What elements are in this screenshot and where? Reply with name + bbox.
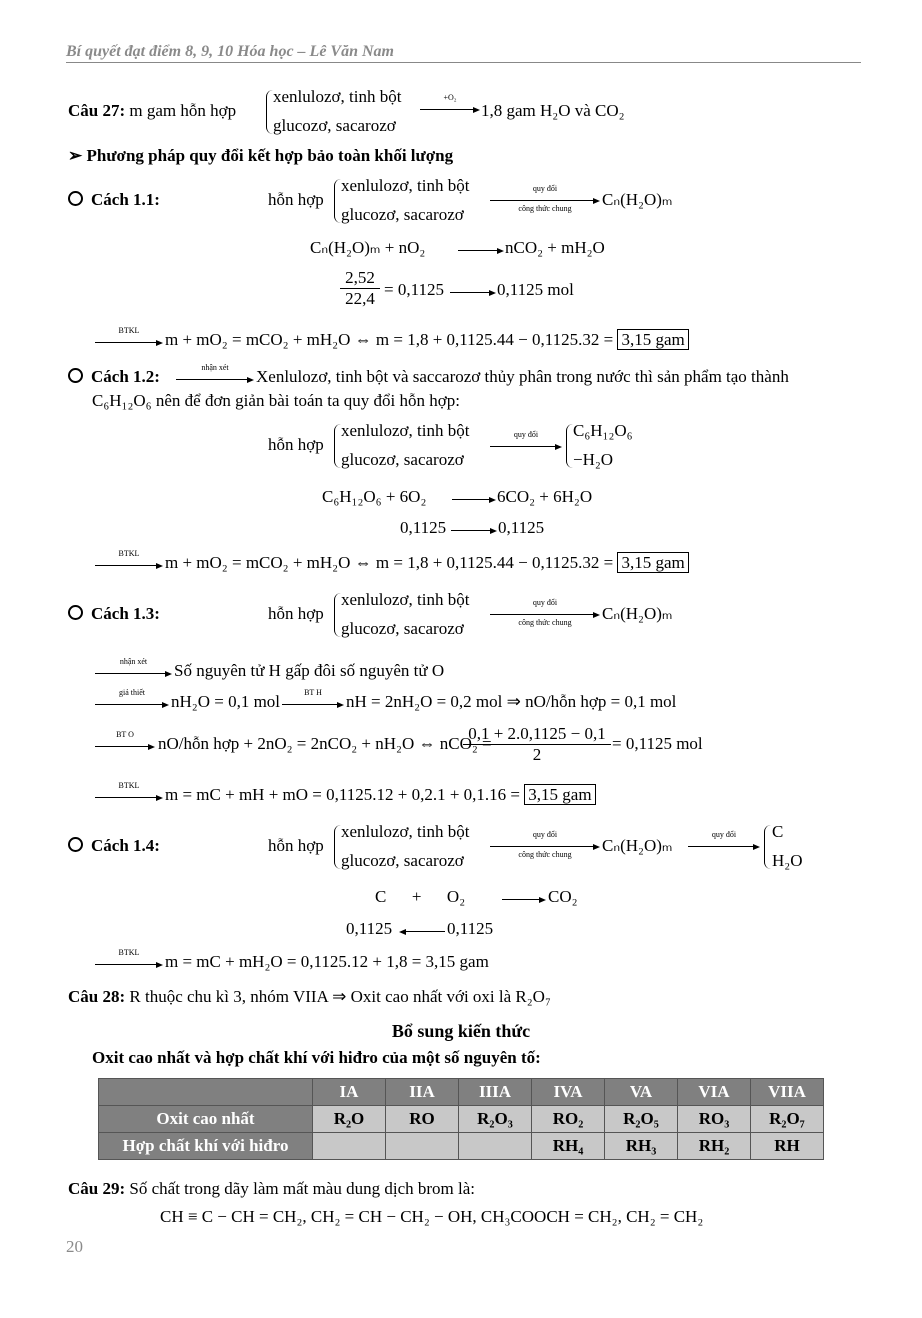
c12-label: Cách 1.2: <box>68 367 160 387</box>
brace <box>334 593 341 637</box>
btkl-arrow: BTKL <box>95 555 163 569</box>
mix-item: xenlulozơ, tinh bột <box>341 421 470 440</box>
c13-line: nO/hỗn hợp + 2nO₂ = 2nCO₂ + nH₂O ⇔ nCO₂ = <box>158 734 492 753</box>
c13-line: nH₂O = 0,1 mol <box>171 692 281 711</box>
value: = 0,1125 <box>384 280 444 299</box>
fraction: $\frac{2,52}{22,4}$ <box>340 268 380 309</box>
answer-box: 3,15 gam <box>617 329 688 350</box>
method-heading: ➢ Phương pháp quy đổi kết hợp bảo toàn khối lượng <box>68 146 454 165</box>
q29: Câu 29: Số chất trong dãy làm mất màu dung dịch brom là: <box>68 1179 476 1198</box>
brace <box>266 90 273 134</box>
assumption-arrow: giả thiết <box>95 694 169 708</box>
reaction-arrow: quy đổi <box>490 436 562 450</box>
value: 0,1125 mol <box>497 280 574 299</box>
mix-item: glucozơ, sacarozơ <box>341 450 464 469</box>
fraction: $\frac{0,1 + 2.0,1125 - 0,1}{2}$ <box>463 724 611 765</box>
reaction-arrow <box>458 240 504 254</box>
value: 0,1125 <box>498 518 545 537</box>
q27-result: 1,8 gam H₂O và CO₂ <box>481 101 625 120</box>
reaction-arrow: +O₂ <box>420 99 480 113</box>
general-formula: Cₙ(H₂O)ₘ <box>602 836 673 855</box>
reaction-arrow <box>452 489 496 503</box>
reaction-arrow <box>502 889 546 903</box>
mix-item: xenlulozơ, tinh bột <box>273 87 402 106</box>
general-formula: Cₙ(H₂O)ₘ <box>602 604 673 623</box>
brace <box>566 424 573 468</box>
mix-item: glucozơ, sacarozơ <box>273 116 396 135</box>
remark-arrow: nhận xét <box>176 369 254 383</box>
remark-arrow: nhận xét <box>95 663 172 677</box>
q27-lead: m gam hỗn hợp <box>129 101 237 120</box>
mix-item: glucozơ, sacarozơ <box>341 619 464 638</box>
btkl-arrow: BTKL <box>95 332 163 346</box>
answer-box: 3,15 gam <box>524 784 595 805</box>
c12-text: Xenlulozơ, tinh bột và saccarozơ thủy phân trong nước thì sản phẩm tạo thành <box>256 367 789 386</box>
value: 0,1125 <box>400 518 447 537</box>
equation-left: Cₙ(H₂O)ₘ + nO₂ <box>310 238 426 257</box>
mix-label: hỗn hợp <box>268 604 324 623</box>
brace <box>334 424 341 468</box>
extra-subtitle: Oxit cao nhất và hợp chất khí với hiđro của một số nguyên tố: <box>92 1048 541 1067</box>
product: −H₂O <box>573 450 614 469</box>
general-formula: Cₙ(H₂O)ₘ <box>602 190 673 209</box>
product: H₂O <box>772 851 803 870</box>
mix-label: hỗn hợp <box>268 836 324 855</box>
c13-line: Số nguyên tử H gấp đôi số nguyên tử O <box>174 661 445 680</box>
bto-arrow: BT O <box>95 736 155 750</box>
c13-line: nH = 2nH₂O = 0,2 mol ⇒ nO/hỗn hợp = 0,1 mol <box>346 692 677 711</box>
circle-bullet-icon <box>68 605 83 620</box>
reaction-arrow: quy đổi công thức chung <box>490 836 600 850</box>
product: C₆H₁₂O₆ <box>573 421 633 440</box>
page-number: 20 <box>66 1237 83 1256</box>
table-row: Hợp chất khí với hiđro RH₄ RH₃ RH₂ RH <box>99 1133 824 1160</box>
c14-final: m = mC + mH₂O = 0,1125.12 + 1,8 = 3,15 gam <box>165 952 489 971</box>
c11-label: Cách 1.1: <box>68 190 160 210</box>
reaction-arrow: quy đổi công thức chung <box>490 190 600 204</box>
table-header-row: IA IIA IIIA IVA VA VIA VIIA <box>99 1079 824 1106</box>
c12-text: C₆H₁₂O₆ nên để đơn giản bài toán ta quy đổi hỗn hợp: <box>92 391 460 410</box>
mass-equation: m + mO₂ = mCO₂ + mH₂O ⇔ m = 1,8 + 0,1125.44 − 0,1125.32 = 3,15 gam <box>165 553 689 573</box>
c13-line: = 0,1125 mol <box>612 734 703 753</box>
equation-right: CO₂ <box>548 887 578 906</box>
mix-item: glucozơ, sacarozơ <box>341 851 464 870</box>
equation-right: nCO₂ + mH₂O <box>505 238 605 257</box>
running-header: Bí quyết đạt điểm 8, 9, 10 Hóa học – Lê Văn Nam <box>66 43 394 60</box>
mix-item: xenlulozơ, tinh bột <box>341 822 470 841</box>
c13-label: Cách 1.3: <box>68 604 160 624</box>
reaction-arrow: quy đổi công thức chung <box>490 604 600 618</box>
brace <box>764 825 771 869</box>
bth-arrow: BT H <box>282 694 344 708</box>
mix-item: xenlulozơ, tinh bột <box>341 590 470 609</box>
c14-label: Cách 1.4: <box>68 836 160 856</box>
circle-bullet-icon <box>68 191 83 206</box>
product: C <box>772 822 784 841</box>
brace <box>334 825 341 869</box>
mix-item: xenlulozơ, tinh bột <box>341 176 470 195</box>
equation-left: C₆H₁₂O₆ + 6O₂ <box>322 487 427 506</box>
answer-box: 3,15 gam <box>617 552 688 573</box>
reaction-arrow <box>450 282 496 296</box>
q27-label: Câu 27: <box>68 101 126 120</box>
equation-left: C + O₂ <box>375 887 466 906</box>
btkl-arrow: BTKL <box>95 787 163 801</box>
table-row: Oxit cao nhất R₂O RO R₂O₃ RO₂ R₂O₅ RO₃ R₂O₇ <box>99 1106 824 1133</box>
header-rule <box>66 62 861 63</box>
circle-bullet-icon <box>68 368 83 383</box>
mix-label: hỗn hợp <box>268 190 324 209</box>
mix-label: hỗn hợp <box>268 435 324 454</box>
circle-bullet-icon <box>68 837 83 852</box>
brace <box>334 179 341 223</box>
value: 0,1125 <box>346 919 393 938</box>
element-table <box>98 1078 824 1160</box>
btkl-arrow: BTKL <box>95 954 163 968</box>
mix-item: glucozơ, sacarozơ <box>341 205 464 224</box>
reaction-arrow <box>451 520 497 534</box>
equation-right: 6CO₂ + 6H₂O <box>497 487 593 506</box>
value: 0,1125 <box>447 919 494 938</box>
extra-title: Bổ sung kiến thức <box>391 1021 531 1041</box>
mass-equation: m + mO₂ = mCO₂ + mH₂O ⇔ m = 1,8 + 0,1125.44 − 0,1125.32 = 3,15 gam <box>165 330 689 350</box>
q29-formula: CH ≡ C − CH = CH₂, CH₂ = CH − CH₂ − OH, CH₃COOCH = CH₂, CH₂ = CH₂ <box>160 1207 704 1226</box>
c13-line: m = mC + mH + mO = 0,1125.12 + 0,2.1 + 0,1.16 = 3,15 gam <box>165 785 596 805</box>
q28: Câu 28: R thuộc chu kì 3, nhóm VIIA ⇒ Oxit cao nhất với oxi là R₂O₇ <box>68 987 551 1006</box>
reverse-arrow <box>399 921 445 935</box>
reaction-arrow: quy đổi <box>688 836 760 850</box>
